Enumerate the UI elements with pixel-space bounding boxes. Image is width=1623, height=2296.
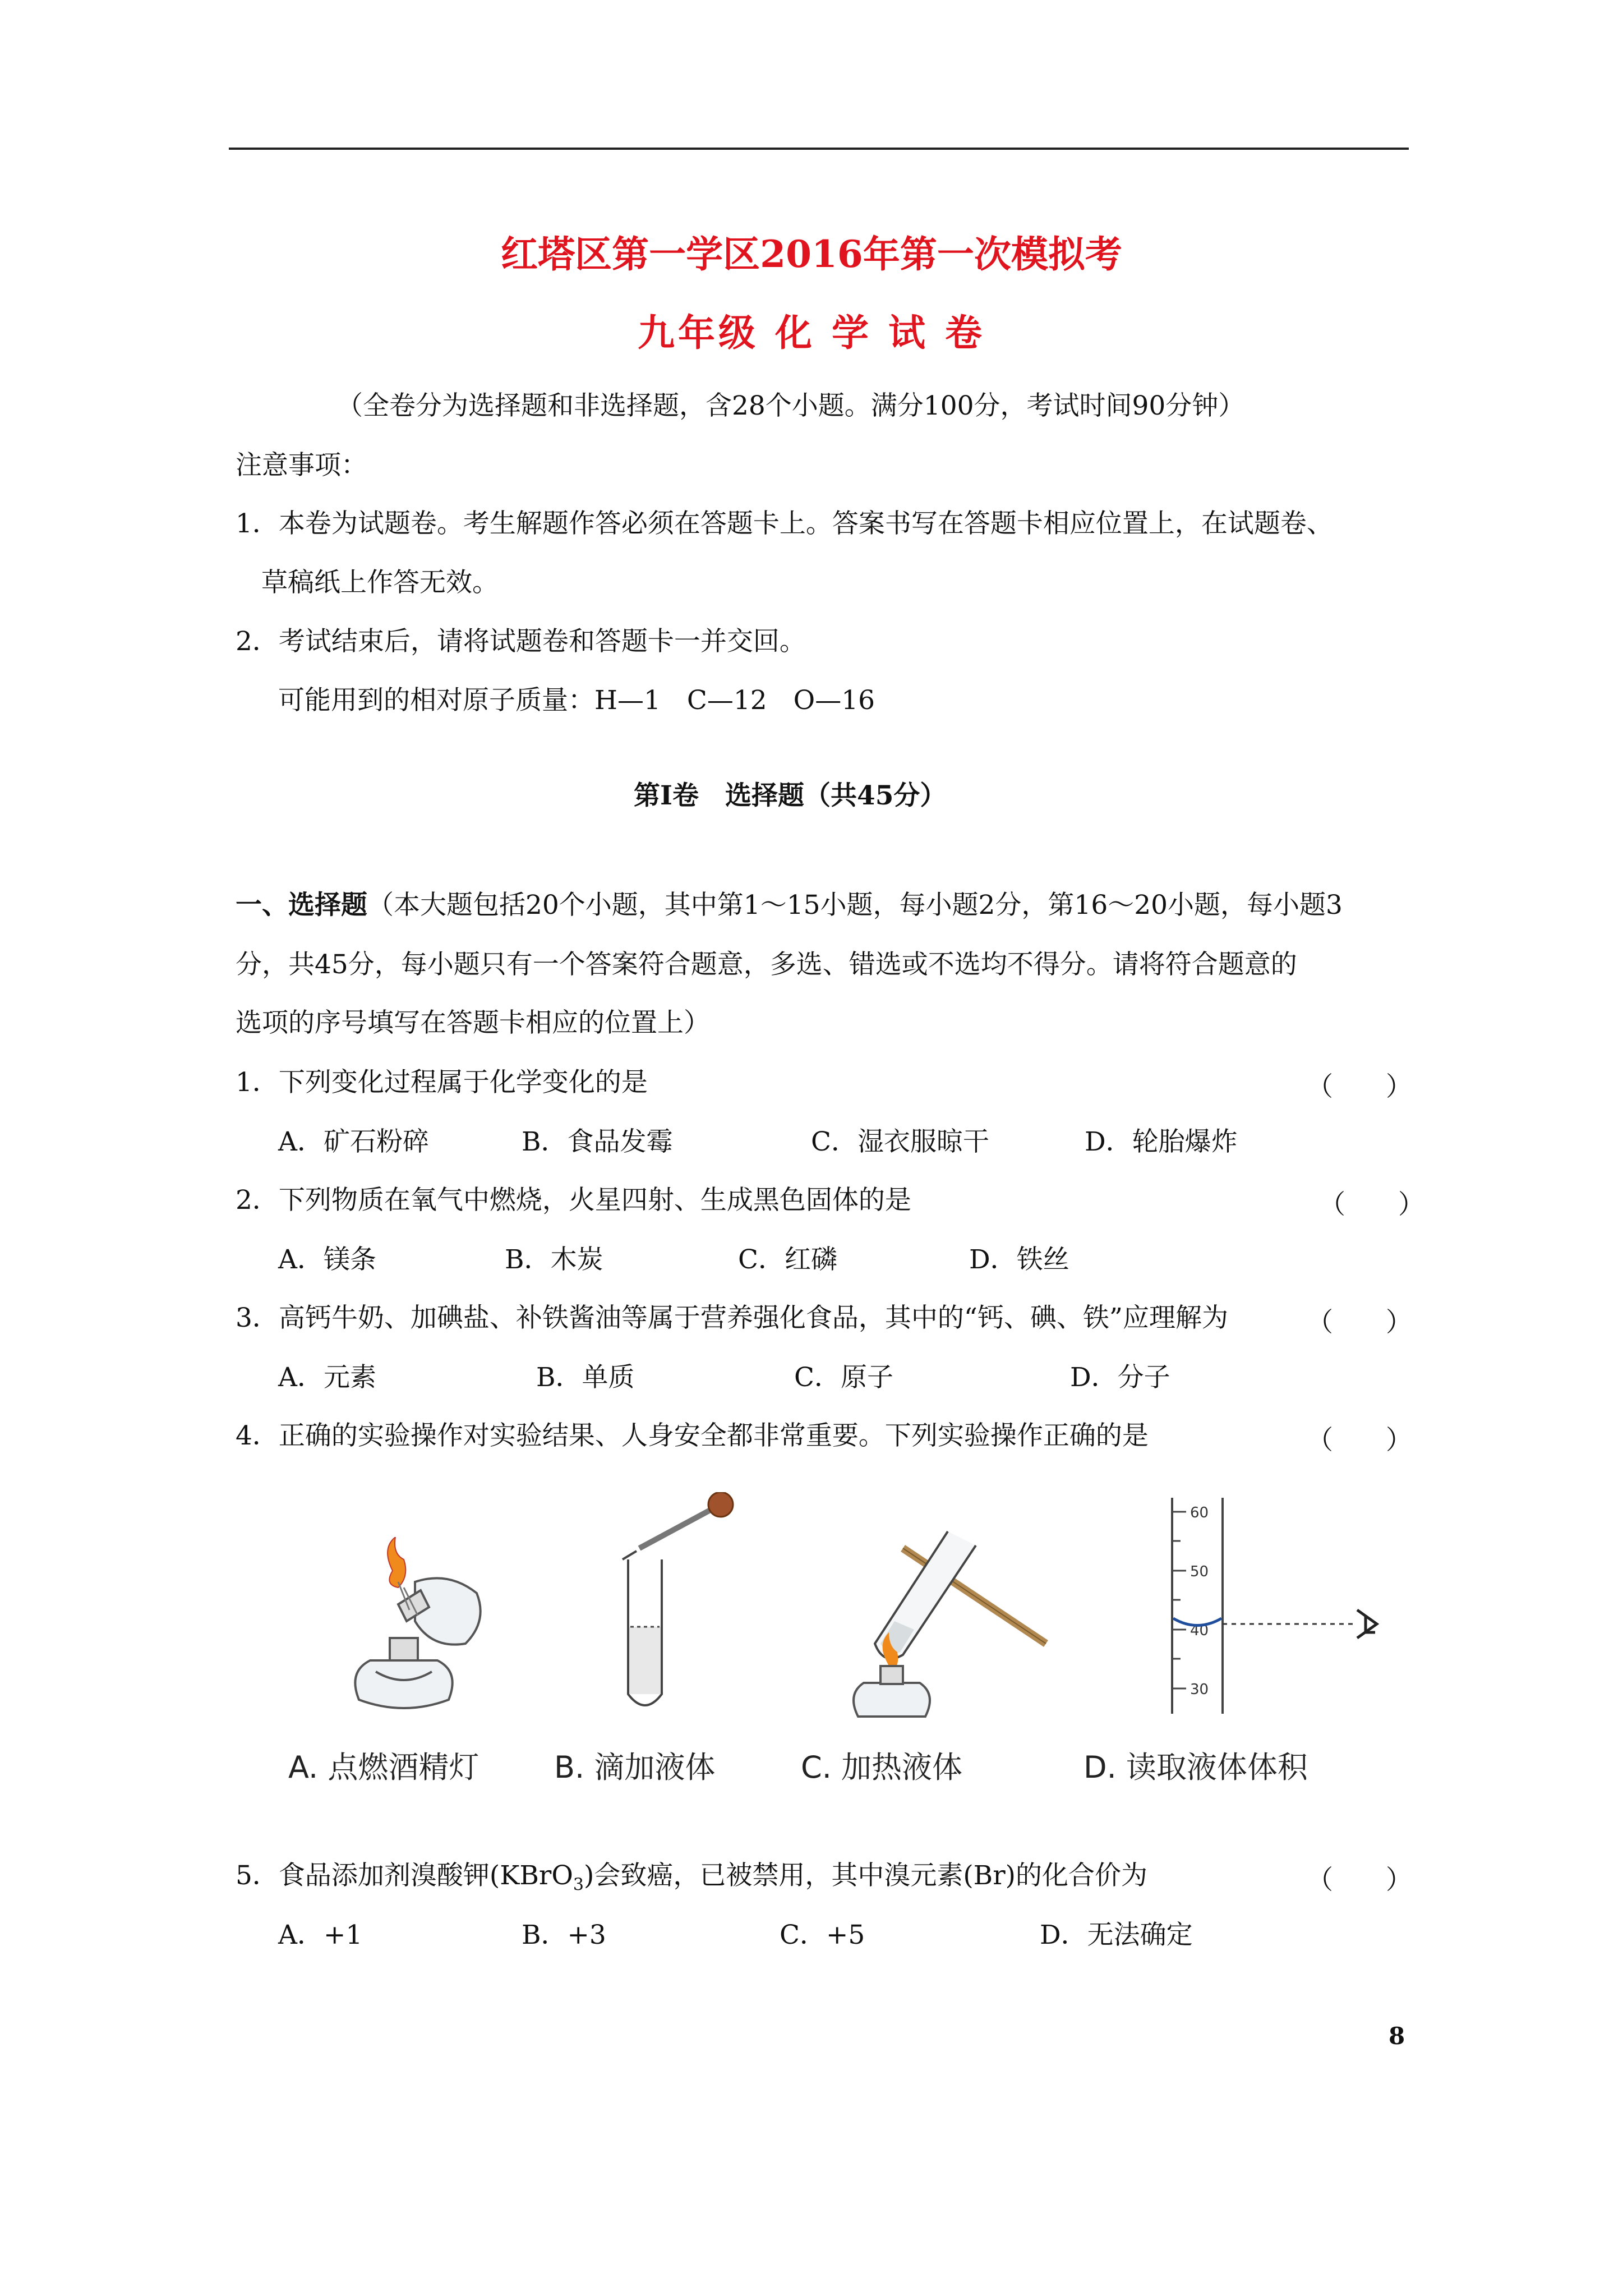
exam-info: （全卷分为选择题和非选择题，含28个小题。满分100分，考试时间90分钟）: [336, 390, 1245, 421]
notes-heading: 注意事项：: [236, 450, 367, 481]
q3-option-a: A．元素: [278, 1362, 376, 1393]
q5-option-b: B．+3: [522, 1920, 606, 1950]
tick-50: 50: [1190, 1563, 1209, 1580]
q5-option-a: A．+1: [278, 1920, 363, 1950]
figure-d-reading-volume: [1155, 1492, 1391, 1717]
q4-stem: 4．正确的实验操作对实验结果、人身安全都非常重要。下列实验操作正确的是: [236, 1420, 1149, 1451]
q5-option-d: D．无法确定: [1040, 1920, 1193, 1950]
q1-option-c: C．湿衣服晾干: [811, 1126, 989, 1157]
q2-option-d: D．铁丝: [969, 1244, 1069, 1275]
lamp-icon: [355, 1638, 452, 1708]
q4-answer-paren: （ ）: [1307, 1425, 1412, 1456]
tick-60: 60: [1190, 1504, 1209, 1521]
part-1-line-2: 分，共45分，每小题只有一个答案符合题意，多选、错选或不选均不得分。请将符合题意的: [236, 949, 1297, 980]
tick-30: 30: [1190, 1681, 1209, 1698]
tick-40: 40: [1190, 1622, 1209, 1639]
cylinder-scale: [1172, 1512, 1186, 1688]
flame-icon: [388, 1537, 405, 1588]
q5-answer-paren: （ ）: [1307, 1865, 1412, 1895]
exam-title: 红塔区第一学区2016年第一次模拟考: [501, 232, 1122, 276]
q1-option-b: B．食品发霉: [522, 1126, 673, 1157]
tilted-test-tube-icon: [875, 1531, 976, 1659]
q3-option-d: D．分子: [1070, 1362, 1170, 1393]
q1-stem: 1．下列变化过程属于化学变化的是: [236, 1067, 648, 1098]
q3-answer-paren: （ ）: [1307, 1307, 1412, 1338]
q2-option-b: B．木炭: [505, 1244, 603, 1275]
q3-option-b: B．单质: [536, 1362, 635, 1393]
figure-a-lighting-lamp: [336, 1537, 499, 1717]
part-1-heading: 一、选择题: [236, 890, 367, 921]
figure-b-label: B. 滴加液体: [554, 1750, 716, 1785]
tilted-lamp-icon: [398, 1578, 481, 1644]
q2-stem: 2．下列物质在氧气中燃烧，火星四射、生成黑色固体的是: [236, 1185, 911, 1216]
q3-stem: 3．高钙牛奶、加碘盐、补铁酱油等属于营养强化食品，其中的“钙、碘、铁”应理解为: [236, 1303, 1228, 1333]
q2-option-c: C．红磷: [738, 1244, 837, 1275]
q2-answer-paren: （ ）: [1319, 1189, 1424, 1220]
part-1-line-3: 选项的序号填写在答题卡相应的位置上）: [236, 1007, 710, 1038]
lamp-icon: [854, 1666, 930, 1717]
dropper-bulb-icon: [708, 1492, 733, 1517]
part-1-intro: （本大题包括20个小题，其中第1～15小题，每小题2分，第16～20小题，每小题3: [367, 890, 1343, 921]
page-number: 8: [1389, 2022, 1405, 2050]
section-title: 第Ⅰ卷 选择题（共45分）: [634, 780, 947, 811]
q1-answer-paren: （ ）: [1307, 1071, 1412, 1102]
q1-option-d: D．轮胎爆炸: [1085, 1126, 1238, 1157]
atomic-mass: 可能用到的相对原子质量：H—1 C—12 O—16: [278, 685, 875, 716]
figure-b-dropping-liquid: [606, 1492, 740, 1717]
q5-option-c: C．+5: [780, 1920, 865, 1950]
figure-a-label: A. 点燃酒精灯: [288, 1750, 479, 1785]
note-1-line-1: 1．本卷为试题卷。考生解题作答必须在答题卡上。答案书写在答题卡相应位置上，在试题卷、: [236, 508, 1333, 539]
note-2: 2．考试结束后，请将试题卷和答题卡一并交回。: [236, 626, 806, 657]
header-rule: [229, 148, 1409, 150]
exam-subtitle: 九年级 化 学 试 卷: [638, 311, 985, 355]
figure-d-label: D. 读取液体体积: [1083, 1750, 1308, 1785]
figure-c-label: C. 加热液体: [801, 1750, 963, 1785]
eye-icon: [1357, 1610, 1377, 1638]
dropper-icon: [639, 1509, 712, 1548]
q5-stem: 5．食品添加剂溴酸钾(KBrO$_3$)会致癌，已被禁用，其中溴元素(Br)的化合价为: [236, 1860, 1147, 1895]
part-1-line-1: [236, 890, 1343, 921]
q1-option-a: A．矿石粉碎: [278, 1126, 429, 1157]
q3-option-c: C．原子: [794, 1362, 893, 1393]
figure-c-heating-liquid: [841, 1515, 1066, 1722]
note-1-line-2: 草稿纸上作答无效。: [261, 567, 499, 598]
q2-option-a: A．镁条: [278, 1244, 376, 1275]
